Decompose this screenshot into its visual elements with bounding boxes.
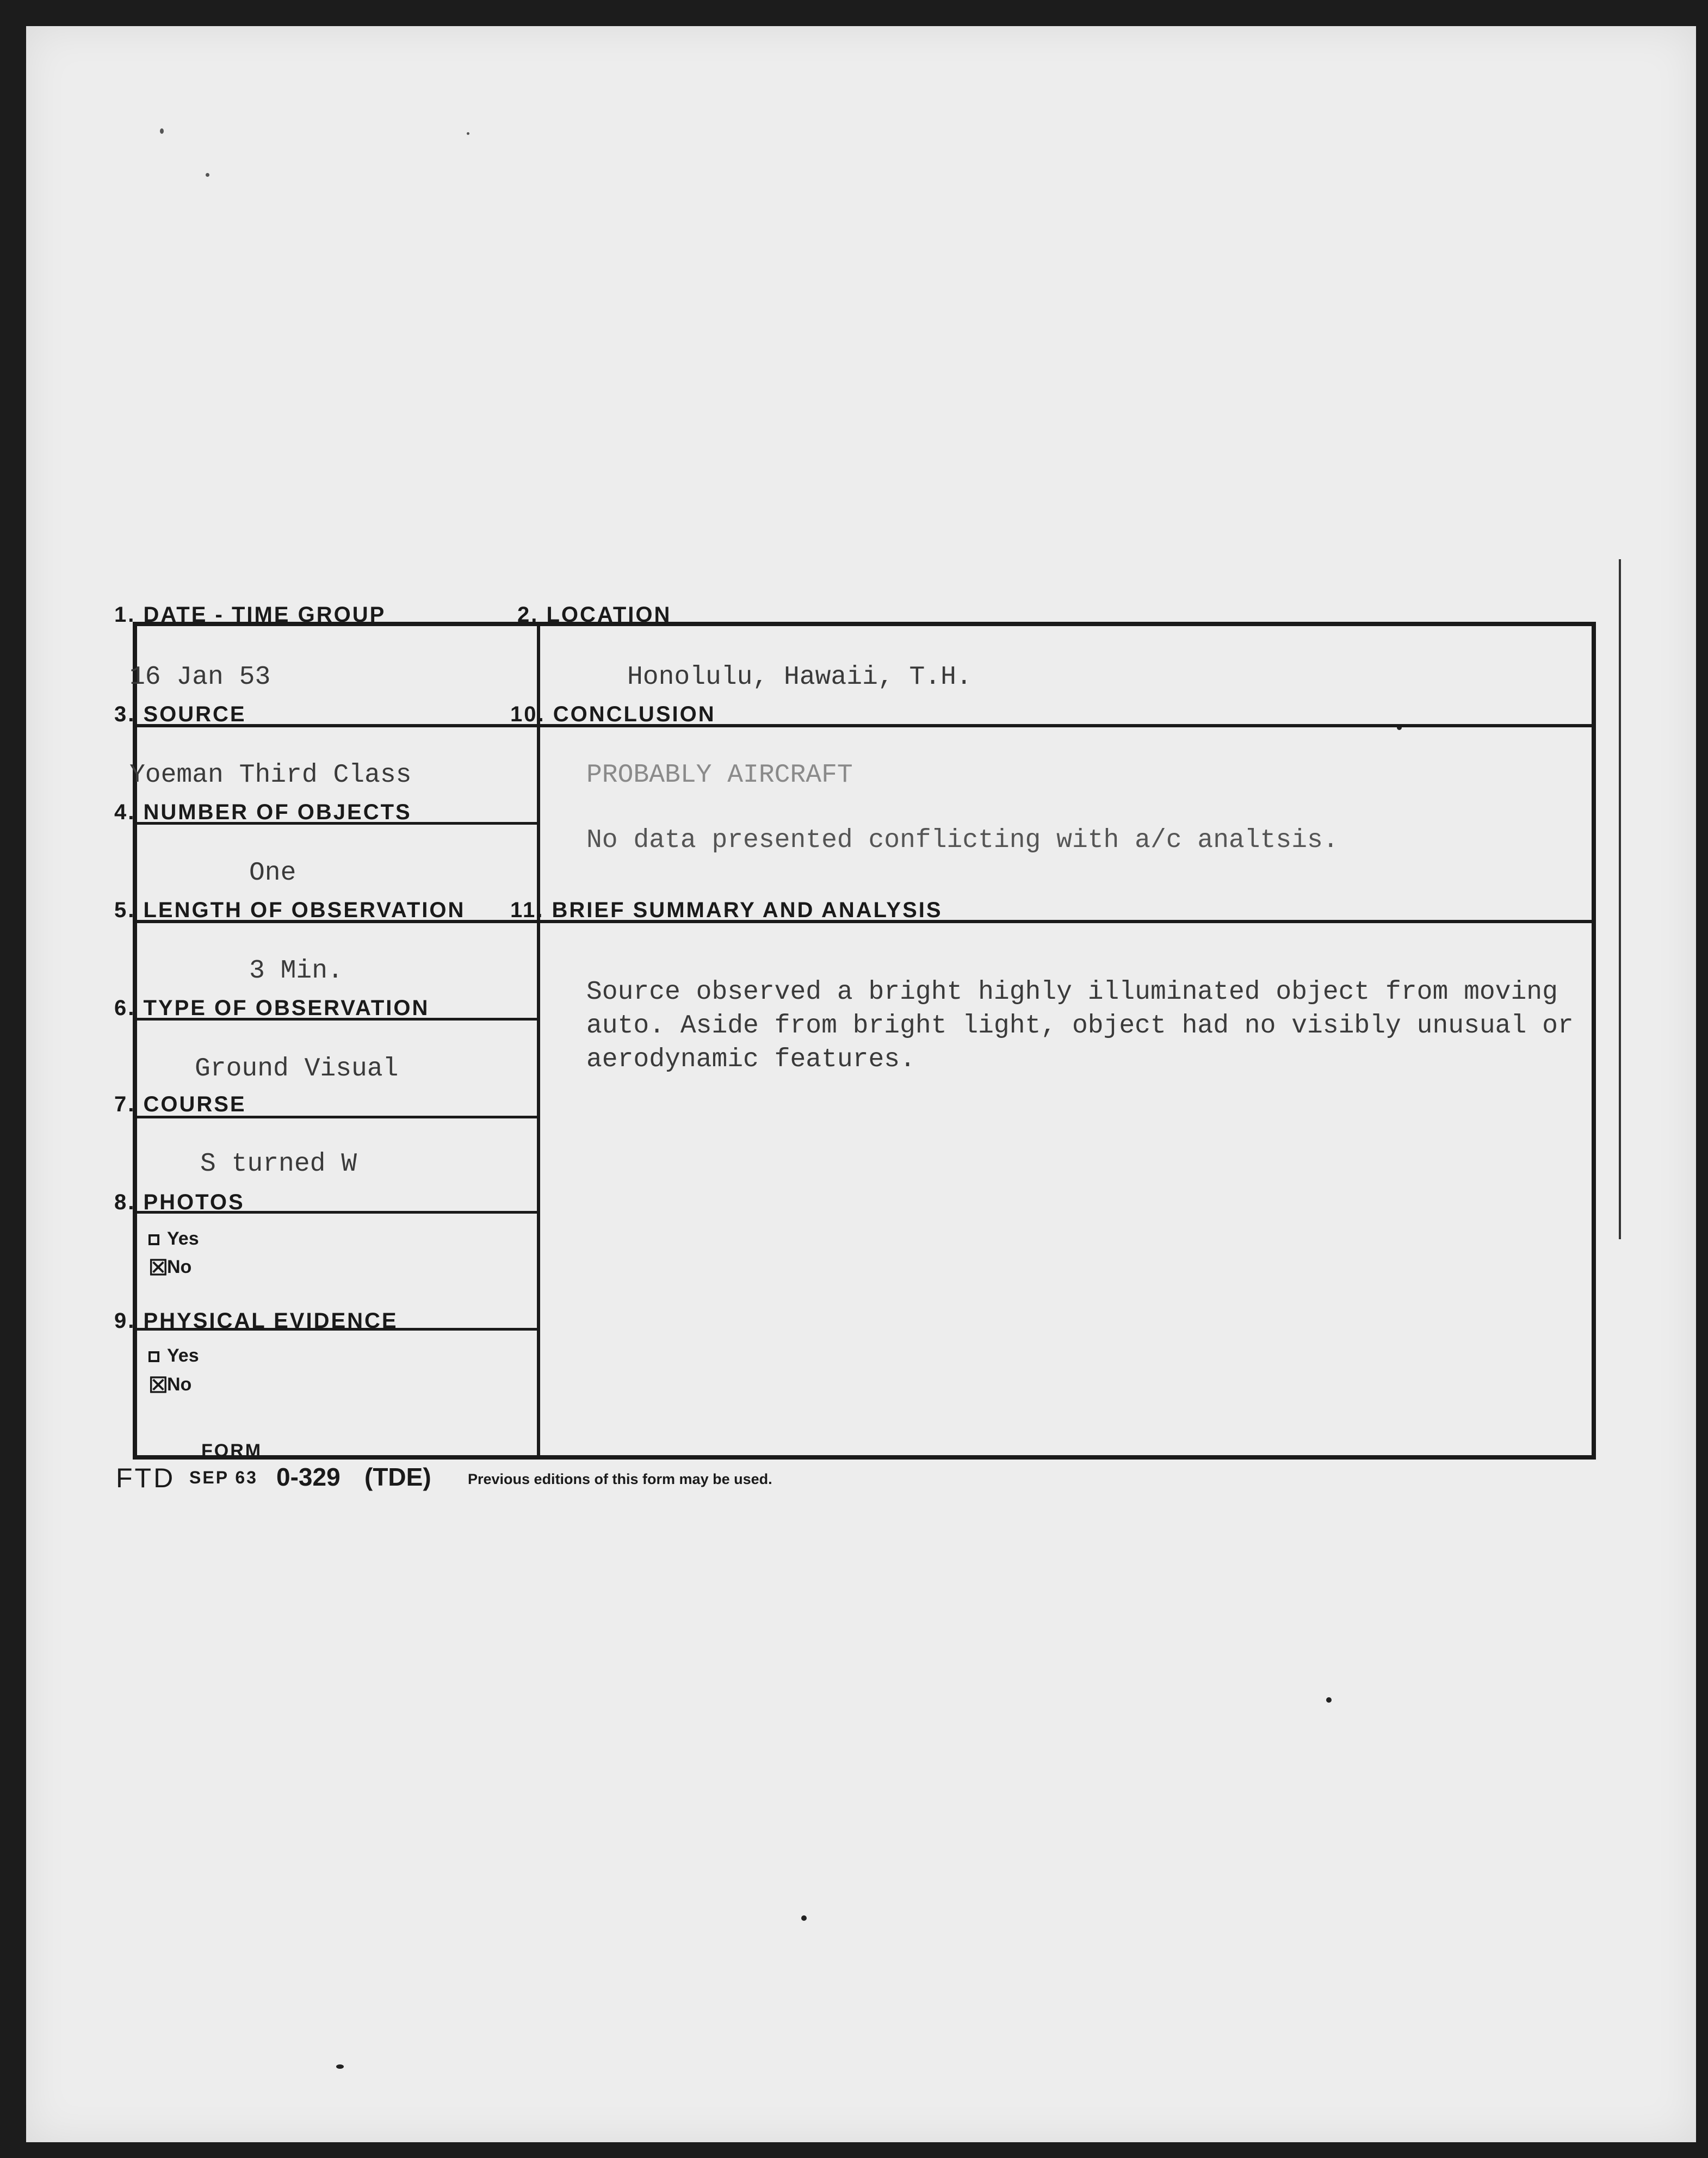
scan-speck <box>1326 1697 1332 1703</box>
summary-label: 11. BRIEF SUMMARY AND ANALYSIS <box>510 898 943 922</box>
footer-agency: FTD <box>116 1463 176 1493</box>
conclusion-value: PROBABLY AIRCRAFT <box>586 760 853 790</box>
footer-notice: Previous editions of this form may be used. <box>468 1471 772 1487</box>
course-label: 7. COURSE <box>114 1092 246 1116</box>
footer-form-word: FORM <box>201 1440 263 1461</box>
empty-checkbox-icon <box>148 1234 159 1245</box>
row-divider <box>137 724 1592 727</box>
date-time-group-label: 1. DATE - TIME GROUP <box>114 603 386 627</box>
empty-checkbox-icon <box>148 1351 159 1362</box>
type-of-observation-label: 6. TYPE OF OBSERVATION <box>114 996 430 1020</box>
course-value: S turned W <box>200 1149 357 1179</box>
scan-speck <box>206 173 209 177</box>
scan-speck <box>336 2064 344 2069</box>
location-value: Honolulu, Hawaii, T.H. <box>627 663 972 692</box>
summary-text: Source observed a bright highly illuminated object from moving auto. Aside from bright light, object had no visibly unusual or aerodynamic features. <box>586 978 1574 1074</box>
physical-evidence-no-option: ☒No <box>148 1374 192 1398</box>
location-label: 2. LOCATION <box>517 603 672 627</box>
photos-label: 8. PHOTOS <box>114 1190 245 1214</box>
scan-speck <box>160 128 164 134</box>
scan-speck <box>467 132 469 135</box>
checked-box-icon: ☒ <box>148 1374 168 1398</box>
physical-evidence-label: 9. PHYSICAL EVIDENCE <box>114 1309 398 1333</box>
conclusion-note: No data presented conflicting with a/c analtsis. <box>586 826 1339 855</box>
type-of-observation-value: Ground Visual <box>195 1054 399 1084</box>
scan-edge-line <box>1619 559 1621 1239</box>
date-time-group-value: 16 Jan 53 <box>129 663 271 692</box>
source-value: Yoeman Third Class <box>129 760 412 790</box>
number-of-objects-value: One <box>249 858 296 888</box>
photos-yes-option: Yes <box>148 1228 199 1250</box>
length-of-observation-label: 5. LENGTH OF OBSERVATION <box>114 898 466 922</box>
length-of-observation-value: 3 Min. <box>249 956 343 986</box>
checked-box-icon: ☒ <box>148 1256 168 1281</box>
conclusion-label: 10. CONCLUSION <box>510 702 716 726</box>
footer-form-number: 0-329 <box>276 1463 341 1491</box>
document-page <box>26 26 1696 2142</box>
physical-evidence-yes-option: Yes <box>148 1345 199 1366</box>
photos-no-option: ☒No <box>148 1256 192 1281</box>
footer-edition-date: SEP 63 <box>189 1468 258 1487</box>
column-divider <box>537 626 540 1455</box>
source-label: 3. SOURCE <box>114 702 246 726</box>
scan-speck <box>801 1915 807 1921</box>
footer-office: (TDE) <box>364 1463 431 1491</box>
number-of-objects-label: 4. NUMBER OF OBJECTS <box>114 800 412 824</box>
